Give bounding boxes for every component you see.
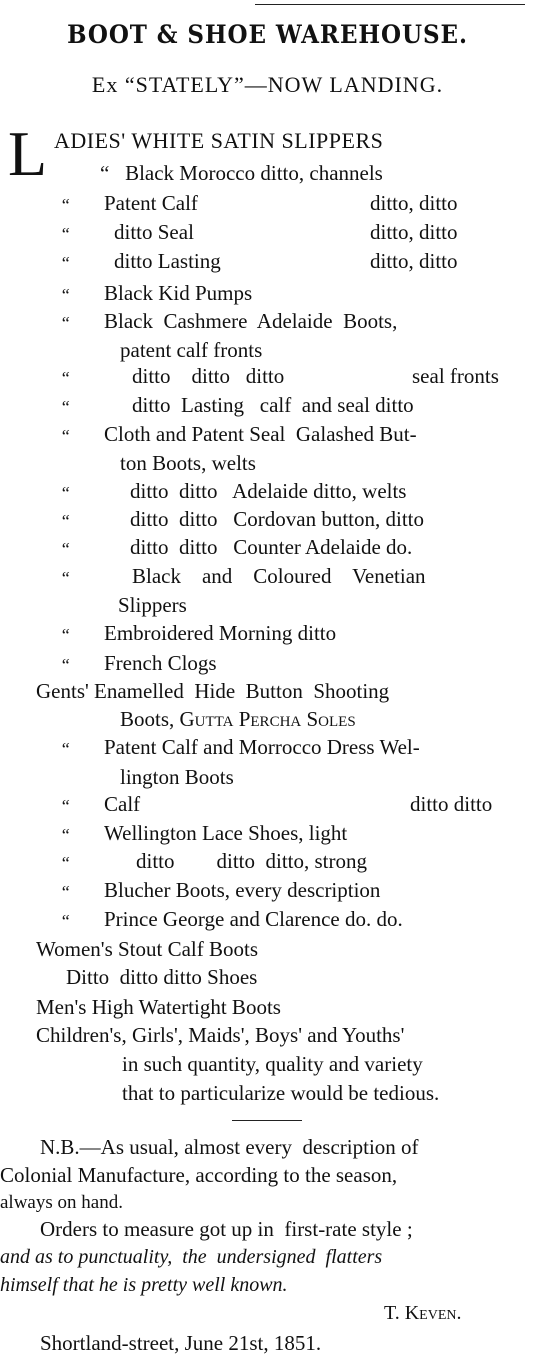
- item-line: lington Boots: [120, 765, 234, 789]
- item-line: Slippers: [118, 593, 187, 617]
- item-line: that to particularize would be tedious.: [122, 1081, 440, 1105]
- ditto-mark: “: [60, 625, 71, 645]
- ditto-mark: “: [60, 313, 71, 333]
- item-text: Embroidered Morning ditto: [104, 621, 337, 645]
- item-text: ditto, ditto: [370, 249, 458, 273]
- item-text: Cloth and Patent Seal Galashed But-: [104, 422, 417, 446]
- page-title: BOOT & SHOE WAREHOUSE.: [67, 20, 468, 49]
- ditto-mark: “: [60, 853, 71, 873]
- item-text: Wellington Lace Shoes, light: [104, 821, 348, 845]
- ditto-mark: “: [60, 285, 71, 305]
- ditto-mark: “: [60, 195, 71, 215]
- ditto-mark: “: [60, 825, 71, 845]
- note-line: himself that he is pretty well known.: [0, 1274, 288, 1296]
- item-text: ditto ditto Cordovan button, ditto: [130, 507, 424, 531]
- item-text: Patent Calf: [104, 191, 198, 215]
- note-line: N.B.—As usual, almost every description of: [40, 1135, 419, 1159]
- item-text: ditto Lasting calf and seal ditto: [132, 393, 414, 417]
- item-line: Ditto ditto ditto Shoes: [66, 965, 258, 989]
- ditto-mark: “: [100, 161, 110, 185]
- item-text: Boots,: [120, 707, 180, 731]
- ditto-mark: “: [60, 397, 71, 417]
- item-line: Children's, Girls', Maids', Boys' and Youths': [36, 1023, 405, 1047]
- item-line: ton Boots, welts: [120, 451, 256, 475]
- ditto-mark: “: [60, 911, 71, 931]
- ditto-mark: “: [60, 368, 71, 388]
- item-line: Women's Stout Calf Boots: [36, 937, 259, 961]
- item-text: ditto Lasting: [114, 249, 221, 273]
- ditto-mark: “: [60, 568, 71, 588]
- item-text: Black Morocco ditto, channels: [125, 161, 383, 185]
- ditto-mark: “: [60, 796, 71, 816]
- top-rule: [255, 4, 525, 5]
- item-line: [100, 160, 383, 186]
- item-text: Prince George and Clarence do. do.: [104, 907, 403, 931]
- item-text: Black Cashmere Adelaide Boots,: [104, 309, 398, 333]
- ditto-mark: “: [60, 483, 71, 503]
- item-text: seal fronts: [412, 364, 499, 388]
- item-line: [120, 706, 356, 732]
- item-text: Black and Coloured Venetian: [132, 564, 426, 588]
- item-text: ditto ditto Counter Adelaide do.: [130, 535, 413, 559]
- item-line: in such quantity, quality and variety: [122, 1052, 423, 1076]
- item-text: Gutta Percha Soles: [179, 707, 356, 731]
- item-text: Blucher Boots, every description: [104, 878, 381, 902]
- item-line: Men's High Watertight Boots: [36, 995, 281, 1019]
- footer-dateline: Shortland-street, June 21st, 1851.: [40, 1331, 322, 1355]
- note-line: Orders to measure got up in first-rate style ;: [40, 1217, 413, 1241]
- ditto-mark: “: [60, 253, 71, 273]
- item-text: ditto ditto ditto: [132, 364, 285, 388]
- item-text: ditto, ditto: [370, 191, 458, 215]
- item-text: Patent Calf and Morrocco Dress Wel-: [104, 735, 420, 759]
- item-text: French Clogs: [104, 651, 217, 675]
- item-text: ditto ditto Adelaide ditto, welts: [130, 479, 407, 503]
- note-line: Colonial Manufacture, according to the season,: [0, 1163, 398, 1187]
- ditto-mark: “: [60, 539, 71, 559]
- item-line: Gents' Enamelled Hide Button Shooting: [36, 679, 390, 703]
- signature: T. Keven.: [384, 1302, 462, 1324]
- item-text: ditto, ditto: [370, 220, 458, 244]
- ditto-mark: “: [60, 739, 71, 759]
- ditto-mark: “: [60, 224, 71, 244]
- item-text: ditto ditto ditto, strong: [136, 849, 368, 873]
- ditto-mark: “: [60, 426, 71, 446]
- ditto-mark: “: [60, 511, 71, 531]
- drop-cap: L: [8, 118, 48, 189]
- item-line: ADIES' WHITE SATIN SLIPPERS: [54, 128, 384, 153]
- note-line: always on hand.: [0, 1192, 123, 1213]
- page-subtitle: Ex “STATELY”—NOW LANDING.: [91, 72, 444, 97]
- divider-rule: [232, 1120, 302, 1121]
- item-text: ditto Seal: [114, 220, 194, 244]
- ditto-mark: “: [60, 655, 71, 675]
- ditto-mark: “: [60, 882, 71, 902]
- note-line: and as to punctuality, the undersigned flatters: [0, 1246, 383, 1268]
- item-line: patent calf fronts: [120, 338, 263, 362]
- item-text: Black Kid Pumps: [104, 281, 253, 305]
- item-text: ditto ditto: [410, 792, 493, 816]
- item-text: Calf: [104, 792, 141, 816]
